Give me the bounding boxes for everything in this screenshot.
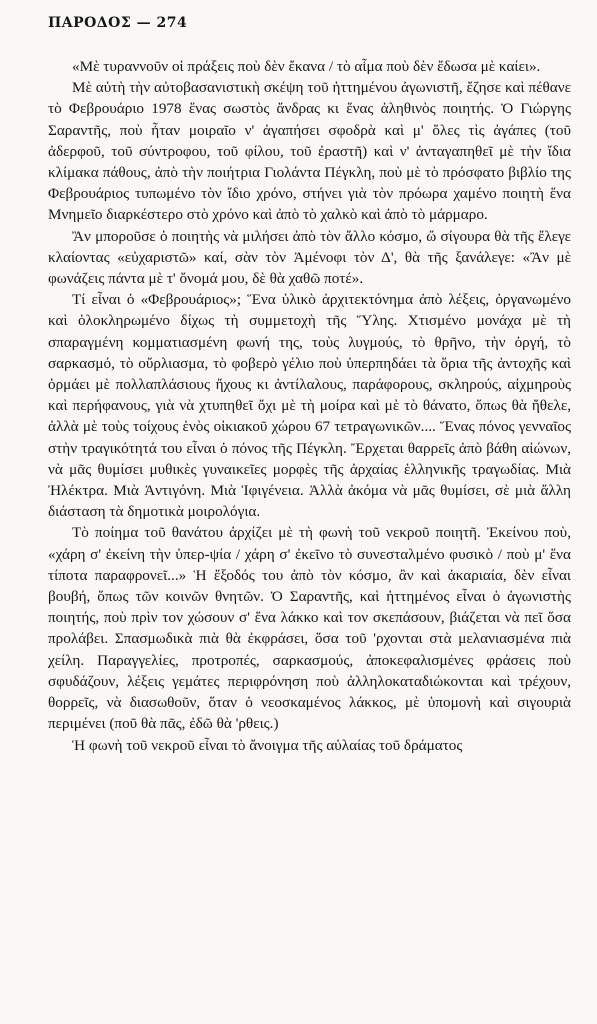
- paragraph-february: Τί εἶναι ὁ «Φεβρουάριος»; Ἕνα ὑλικὸ ἀρχιτεκτόνημα ἀπὸ λέξεις, ὀργανωμένο καὶ ὁλοκληρωμένο δίχως τὴ συμμετοχὴ τῆς Ὕλης. Χτισμένο μονάχα μὲ τὴ σπαραγμένη κομματιασμένη φωνή της, τοὺς λυγμούς, τὸ θρῆνο, τὴν ὀργή, τὸ σαρκασμό, τὸ οὔρλιασμα, τὸ φοβερὸ γέλιο ποὺ ὑπερπηδάει τὰ ὅρια τῆς ἀντοχῆς καὶ ὁρμάει μὲ πολλαπλάσιους ἤχους κι ἀντίλαλους, παράφορους, σκληρούς, αἰχμηροὺς καὶ περήφανους, γιὰ νὰ χτυπηθεῖ ὄχι μὲ τὴ μοίρα καὶ μὲ τὸ θάνατο, ὅπως θὰ ἤθελε, ἀλλὰ μὲ τοὺς τοίχους ἑνὸς οἰκιακοῦ χώρου 67 τετραγωνικῶν.... Ἕνας πόνος γενναῖος στὴν τραγικότητά του εἶναι ὁ πόνος τῆς Πέγκλη. Ἔρχεται θαρρεῖς ἀπὸ βάθη αἰώνων, νὰ μᾶς θυμίσει μυθικὲς γυναικεῖες μορφὲς τῆς ἀρχαίας ἑλληνικῆς τραγωδίας. Μιὰ Ἠλέκτρα. Μιὰ Ἀντιγόνη. Μιὰ Ἰφιγένεια. Ἀλλὰ ἀκόμα νὰ μᾶς θυμίσει, σὲ μιὰ ἄλλη διάσταση τὰ δημοτικὰ μοιρολόγια.: [48, 291, 571, 521]
- paragraph-epigraph: «Μὲ τυραννοῦν οἱ πράξεις ποὺ δὲν ἔκανα / τὸ αἷμα ποὺ δὲν ἔδωσα μὲ καίει».: [72, 58, 541, 75]
- paragraph-poet-voice: Ἂν μποροῦσε ὁ ποιητὴς νὰ μιλήσει ἀπὸ τὸν ἄλλο κόσμο, ὤ σίγουρα θὰ τῆς ἔλεγε κλαίοντας «εὐχαριστῶ» καί, σὰν τὸν Ἀμένοφι τὸν Δ', θὰ τῆς ξανάλεγε: «Ἂν μὲ φωνάζεις πάντα μὲ τ' ὄνομά μου, δὲ θὰ χαθῶ ποτέ».: [48, 227, 571, 288]
- paragraph-death-poem: Τὸ ποίημα τοῦ θανάτου ἀρχίζει μὲ τὴ φωνὴ τοῦ νεκροῦ ποιητῆ. Ἐκείνου ποὺ, «χάρη σ' ἐκείνη τὴν ὑπερ-ψία / χάρη σ' ἐκεῖνο τὸ συνεσταλμένο φυσικὸ / ποὺ μ' ἕνα τίποτα παραφρονεῖ...» Ἡ ἔξοδός του ἀπὸ τὸν κόσμο, ἂν καὶ ἀκαριαία, δὲν εἶναι βουβή, ὅπως τῶν κοινῶν θνητῶν. Ὁ Σαραντῆς, καὶ ἡττημένος εἶναι ὁ ἀγωνιστὴς ποιητής, ποὺ πρὶν τον χώσουν σ' ἕνα λάκκο καὶ τον σκεπάσουν, βιάζεται νὰ πεῖ ὅσα προλάβει. Σπασμωδικὰ πιὰ θὰ ἐκφράσει, ὅσα τοῦ 'ρχονται στὰ μελανιασμένα πιὰ χείλη. Παραγγελίες, προτροπές, σαρκασμούς, ἀποκεφαλισμένες φράσεις ποὺ σφυδάζουν, λέξεις γεμάτες περιφρόνηση ποὺ ἀλληλοκαταδιώκονται καὶ τρέχουν, θορρεῖς, νὰ διασωθοῦν, ὅταν ὁ νεοσκαμένος λάκκος, μὲ ὑπομονὴ καὶ σιγουριὰ περιμένει (ποῦ θὰ πᾶς, ἐδῶ θὰ 'ρθεις.): [48, 524, 571, 733]
- running-head: ΠΑΡΟΔΟΣ — 274: [48, 15, 188, 31]
- paragraph-intro: Μὲ αὐτὴ τὴν αὐτοβασανιστικὴ σκέψη τοῦ ἡττημένου ἀγωνιστῆ, ἔζησε καὶ πέθανε τὸ Φεβρουάριο 1978 ἕνας σωστὸς ἄνδρας κι ἕνας ἀληθινὸς ποιητής. Ὁ Γιώργης Σαραντῆς, ποὺ ἦταν μοιραῖο ν' ἀγαπήσει σφοδρὰ καὶ μ' ὅλες τὶς ἀγάπες (τοῦ ἀδερφοῦ, τοῦ σύντροφου, τοῦ φίλου, τοῦ ἐραστῆ) καὶ ν' ἀνταγαπηθεῖ μὲ τὴν ἴδια κλίμακα πάθους, ἀπὸ τὴν ποιήτρια Γιολάντα Πέγκλη, ποὺ μὲ τὸ πρόσφατο βιβλίο της Φεβρουάριος τυπωμένο τὸν ἴδιο χρόνο, στήνει γιὰ τὸν πρόωρα χαμένο ποιητὴ ἕνα Μνημεῖο διαρκέστερο στὸ χρόνο καὶ ἀπὸ τὸ χαλκὸ καὶ ἀπὸ τὸ μάρμαρο.: [48, 79, 571, 224]
- body-text: [48, 56, 571, 756]
- paragraph-closing: Ἡ φωνὴ τοῦ νεκροῦ εἶναι τὸ ἄνοιγμα τῆς αὐλαίας τοῦ δράματος: [72, 736, 463, 754]
